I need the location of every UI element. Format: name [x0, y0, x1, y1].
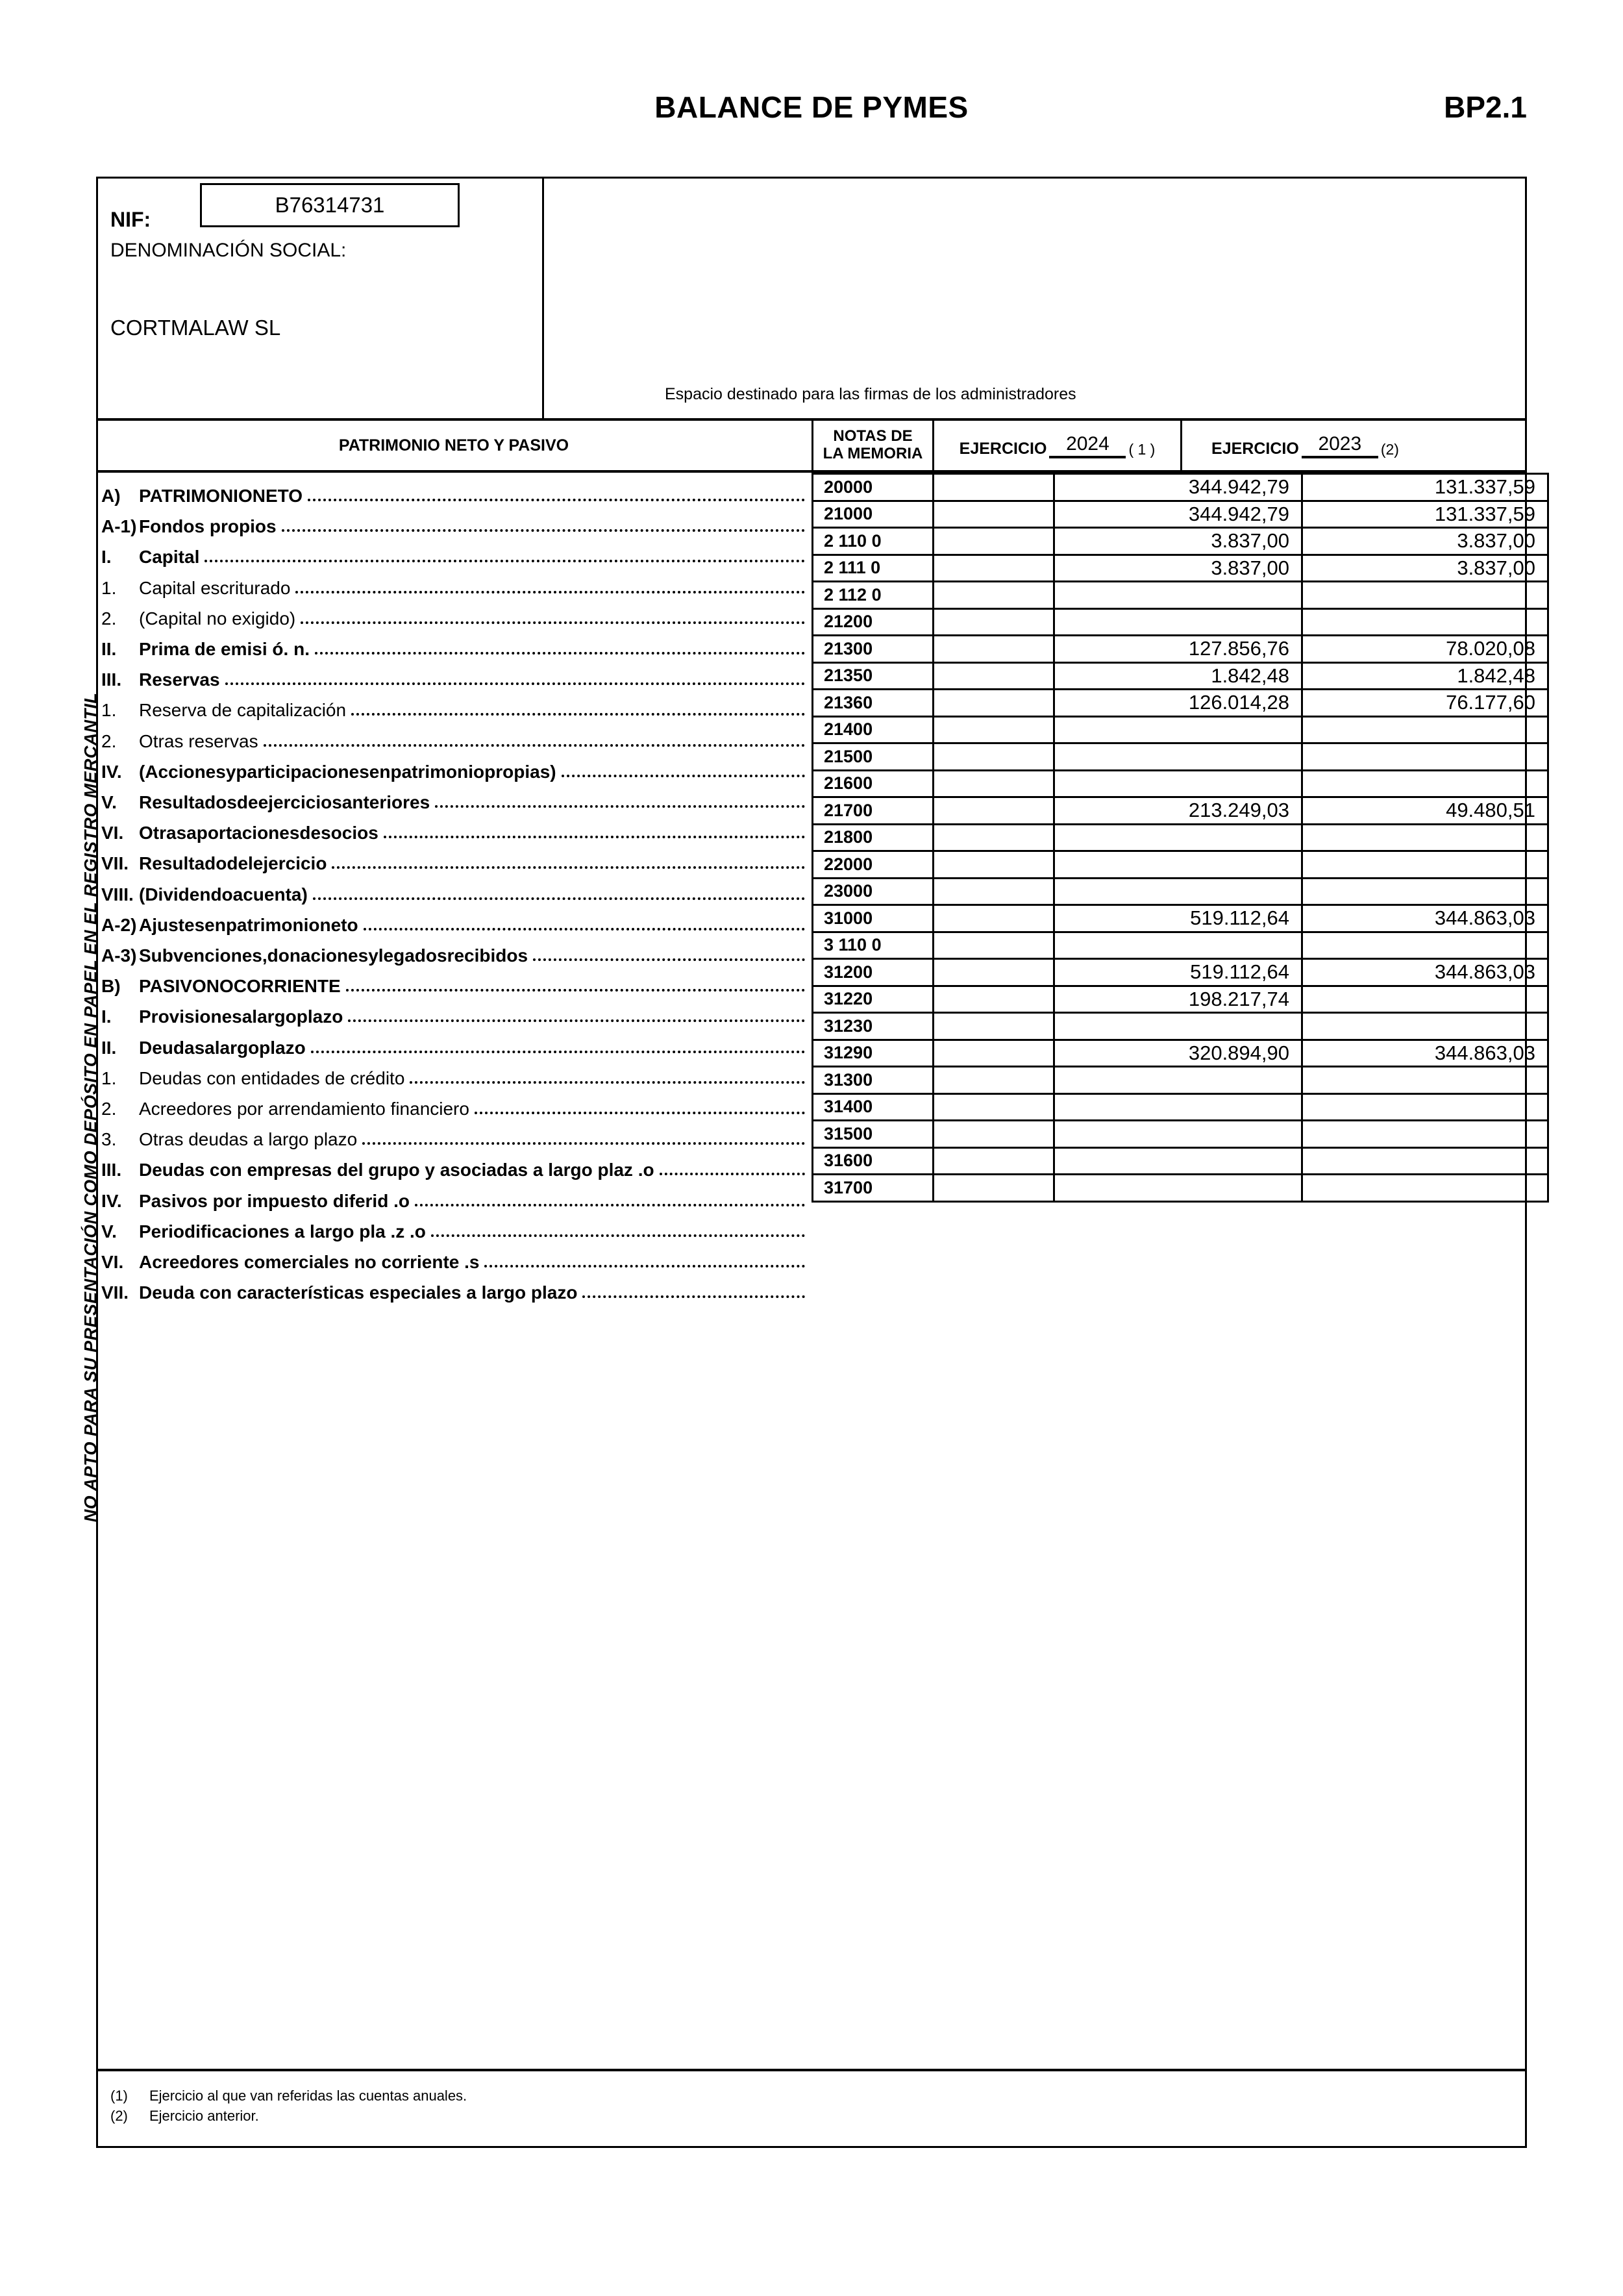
leader-dots: [660, 1173, 805, 1175]
row-memory-note[interactable]: [932, 1066, 1053, 1093]
row-amount-current[interactable]: [1053, 1012, 1301, 1039]
footnote-marker: (2): [110, 2108, 128, 2125]
footnote-marker: (1): [110, 2088, 128, 2104]
exercise-note-previous: (2): [1380, 440, 1399, 458]
row-account-code: 21200: [812, 608, 932, 635]
row-index: 1.: [101, 577, 117, 598]
row-account-code: 31700: [812, 1173, 932, 1201]
column-header-notes: [812, 421, 932, 470]
row-memory-note[interactable]: [932, 1147, 1053, 1174]
footnote-text: Ejercicio anterior.: [149, 2108, 259, 2125]
leader-dots: [346, 989, 805, 992]
nif-value[interactable]: B76314731: [200, 183, 460, 227]
leader-dots: [348, 1019, 805, 1022]
row-amount-current[interactable]: [1053, 742, 1301, 769]
row-index: V.: [101, 792, 117, 812]
notes-header-line1: NOTAS DE: [833, 427, 913, 445]
row-index: 2.: [101, 608, 117, 629]
row-concept: Resultadodelejercicio: [139, 853, 327, 874]
row-index: A): [101, 486, 121, 506]
row-concept: Deudas con entidades de crédito: [139, 1067, 405, 1088]
row-amount-current[interactable]: 344.942,79: [1053, 500, 1301, 527]
row-concept: Fondos propios: [139, 516, 277, 537]
column-header-previous-year: [1180, 421, 1428, 470]
row-account-code: 31600: [812, 1147, 932, 1174]
page-title: BALANCE DE PYMES: [654, 90, 969, 124]
row-amount-current[interactable]: 320.894,90: [1053, 1039, 1301, 1066]
row-amount-previous[interactable]: [1301, 742, 1549, 769]
row-index: 2.: [101, 1099, 117, 1119]
row-concept: Provisionesalargoplazo: [139, 1006, 343, 1027]
row-account-code: 31000: [812, 904, 932, 931]
row-concept: (Capital no exigido): [139, 608, 296, 629]
row-amount-previous[interactable]: 344.863,03: [1301, 958, 1549, 985]
row-account-code: 21700: [812, 796, 932, 823]
row-concept: Reservas: [139, 669, 220, 690]
leader-dots: [362, 1142, 805, 1145]
row-amount-previous[interactable]: [1301, 1147, 1549, 1174]
row-amount-previous[interactable]: [1301, 1173, 1549, 1201]
leader-dots: [484, 1265, 805, 1267]
leader-dots: [431, 1234, 805, 1237]
row-amount-previous[interactable]: 3.837,00: [1301, 554, 1549, 581]
leader-dots: [415, 1204, 805, 1206]
denomination-label: DENOMINACIÓN SOCIAL:: [110, 240, 347, 261]
row-amount-current[interactable]: [1053, 1093, 1301, 1120]
row-account-code: 21400: [812, 716, 932, 743]
row-account-code: 22000: [812, 850, 932, 877]
leader-dots: [435, 805, 805, 808]
row-amount-current[interactable]: [1053, 850, 1301, 877]
row-amount-previous[interactable]: [1301, 580, 1549, 608]
row-index: VIII.: [101, 884, 134, 905]
signature-area-caption: Espacio destinado para las firmas de los administradores: [665, 385, 1076, 403]
row-memory-note[interactable]: [932, 500, 1053, 527]
row-index: II.: [101, 639, 117, 659]
row-concept: Capital escriturado: [139, 577, 291, 598]
leader-dots: [264, 744, 805, 747]
row-account-code: 21000: [812, 500, 932, 527]
row-amount-previous[interactable]: 76.177,60: [1301, 688, 1549, 716]
leader-dots: [384, 836, 805, 838]
table-body: [96, 473, 1535, 1303]
row-memory-note[interactable]: [932, 608, 1053, 635]
row-concept: Otras deudas a largo plazo: [139, 1129, 358, 1150]
row-index: A-1): [101, 516, 137, 537]
exercise-note-current: ( 1 ): [1128, 440, 1156, 458]
balance-table: [96, 418, 1535, 1303]
row-amount-current[interactable]: 519.112,64: [1053, 904, 1301, 931]
row-concept: Prima de emisi ó. n.: [139, 639, 310, 659]
leader-dots: [582, 1295, 805, 1298]
exercise-word-current: EJERCICIO: [959, 439, 1047, 458]
row-memory-note[interactable]: [932, 742, 1053, 769]
row-amount-current[interactable]: [1053, 1173, 1301, 1201]
row-amount-current[interactable]: [1053, 931, 1301, 958]
row-memory-note[interactable]: [932, 985, 1053, 1012]
row-account-code: 31220: [812, 985, 932, 1012]
leader-dots: [364, 928, 805, 930]
row-account-code: 31290: [812, 1039, 932, 1066]
row-amount-current[interactable]: 344.942,79: [1053, 473, 1301, 500]
row-amount-previous[interactable]: [1301, 1066, 1549, 1093]
leader-dots: [282, 529, 805, 532]
row-memory-note[interactable]: [932, 1039, 1053, 1066]
row-memory-note[interactable]: [932, 1012, 1053, 1039]
row-memory-note[interactable]: [932, 877, 1053, 905]
row-concept: Deudasalargoplazo: [139, 1037, 306, 1058]
row-amount-current[interactable]: [1053, 877, 1301, 905]
row-amount-current[interactable]: [1053, 580, 1301, 608]
row-memory-note[interactable]: [932, 554, 1053, 581]
row-amount-previous[interactable]: 49.480,51: [1301, 796, 1549, 823]
row-account-code: 31200: [812, 958, 932, 985]
row-concept: Reserva de capitalización: [139, 700, 347, 721]
row-amount-previous[interactable]: [1301, 850, 1549, 877]
row-memory-note[interactable]: [932, 1173, 1053, 1201]
row-concept: Acreedores comerciales no corriente .s: [139, 1252, 480, 1272]
leader-dots: [204, 560, 805, 562]
footnote-text: Ejercicio al que van referidas las cuentas anuales.: [149, 2088, 467, 2104]
exercise-word-previous: EJERCICIO: [1211, 439, 1299, 458]
row-memory-note[interactable]: [932, 823, 1053, 851]
row-concept: (Accionesyparticipacionesenpatrimoniopropias): [139, 761, 556, 782]
row-memory-note[interactable]: [932, 958, 1053, 985]
nif-label: NIF:: [110, 208, 151, 231]
row-amount-current[interactable]: 1.842,48: [1053, 662, 1301, 689]
row-amount-current[interactable]: 126.014,28: [1053, 688, 1301, 716]
leader-dots: [313, 897, 805, 900]
row-amount-previous[interactable]: [1301, 608, 1549, 635]
row-amount-current[interactable]: 3.837,00: [1053, 527, 1301, 554]
column-header-current-year: [932, 421, 1180, 470]
row-memory-note[interactable]: [932, 931, 1053, 958]
footnotes: [110, 2086, 467, 2126]
row-index: I.: [101, 547, 112, 568]
row-account-code: 21500: [812, 742, 932, 769]
row-amount-previous[interactable]: 131.337,59: [1301, 500, 1549, 527]
row-amount-previous[interactable]: [1301, 1119, 1549, 1147]
row-memory-note[interactable]: [932, 1093, 1053, 1120]
row-index: V.: [101, 1221, 117, 1242]
row-amount-previous[interactable]: [1301, 1012, 1549, 1039]
row-memory-note[interactable]: [932, 634, 1053, 662]
row-memory-note[interactable]: [932, 580, 1053, 608]
row-index: VII.: [101, 1282, 129, 1303]
leader-dots: [533, 958, 805, 961]
notes-header-line2: LA MEMORIA: [823, 445, 923, 462]
row-index: III.: [101, 1160, 122, 1180]
row-account-code: 3 110 0: [812, 931, 932, 958]
row-amount-current[interactable]: [1053, 716, 1301, 743]
form-code: BP2.1: [1444, 90, 1527, 124]
row-amount-current[interactable]: [1053, 1066, 1301, 1093]
row-memory-note[interactable]: [932, 473, 1053, 500]
row-amount-previous[interactable]: 1.842,48: [1301, 662, 1549, 689]
row-memory-note[interactable]: [932, 904, 1053, 931]
row-account-code: 21300: [812, 634, 932, 662]
row-index: IV.: [101, 761, 122, 782]
row-memory-note[interactable]: [932, 850, 1053, 877]
row-amount-previous[interactable]: [1301, 985, 1549, 1012]
row-index: B): [101, 976, 121, 997]
row-concept: Periodificaciones a largo pla .z .o: [139, 1221, 426, 1242]
side-margin-warning: NO APTO PARA SU PRESENTACIÓN COMO DEPÓSITO EN PAPEL EN EL REGISTRO MERCANTIL: [81, 692, 101, 1523]
row-account-code: 2 111 0: [812, 554, 932, 581]
row-concept: Ajustesenpatrimonioneto: [139, 914, 358, 935]
column-header-concept: PATRIMONIO NETO Y PASIVO: [338, 436, 569, 455]
leader-dots: [225, 682, 805, 685]
exercise-year-previous[interactable]: 2023: [1302, 433, 1378, 458]
identity-left-panel: [96, 177, 544, 418]
row-index: VI.: [101, 1252, 124, 1272]
row-amount-previous[interactable]: 131.337,59: [1301, 473, 1549, 500]
row-index: A-2): [101, 914, 137, 935]
row-amount-current[interactable]: 519.112,64: [1053, 958, 1301, 985]
row-amount-current[interactable]: [1053, 769, 1301, 797]
row-amount-previous[interactable]: [1301, 931, 1549, 958]
row-index: VII.: [101, 853, 129, 874]
row-account-code: 20000: [812, 473, 932, 500]
row-memory-note[interactable]: [932, 662, 1053, 689]
signature-area[interactable]: [544, 177, 1527, 418]
row-index: I.: [101, 1006, 112, 1027]
row-amount-current[interactable]: [1053, 1119, 1301, 1147]
row-memory-note[interactable]: [932, 1119, 1053, 1147]
leader-dots: [308, 499, 805, 501]
row-concept: (Dividendoacuenta): [139, 884, 308, 905]
leader-dots: [562, 775, 805, 777]
leader-dots: [351, 713, 805, 716]
leader-dots: [410, 1081, 805, 1084]
row-amount-previous[interactable]: [1301, 1093, 1549, 1120]
row-account-code: 2 112 0: [812, 580, 932, 608]
row-memory-note[interactable]: [932, 716, 1053, 743]
row-memory-note[interactable]: [932, 796, 1053, 823]
footnote: [110, 2106, 467, 2126]
exercise-year-current[interactable]: 2024: [1049, 433, 1126, 458]
row-index: A-3): [101, 945, 137, 966]
row-index: III.: [101, 669, 122, 690]
row-index: 2.: [101, 730, 117, 751]
row-index: II.: [101, 1037, 117, 1058]
leader-dots: [311, 1051, 805, 1053]
row-amount-previous[interactable]: [1301, 716, 1549, 743]
row-index: IV.: [101, 1190, 122, 1211]
row-account-code: 21350: [812, 662, 932, 689]
row-amount-current[interactable]: 3.837,00: [1053, 554, 1301, 581]
row-concept: Otras reservas: [139, 730, 258, 751]
row-account-code: 31500: [812, 1119, 932, 1147]
row-concept: Deudas con empresas del grupo y asociadas a largo plaz .o: [139, 1160, 654, 1180]
row-concept: Acreedores por arrendamiento financiero: [139, 1099, 469, 1119]
row-concept: PASIVONOCORRIENTE: [139, 976, 341, 997]
footer-divider: [96, 2069, 1527, 2071]
grid-bottom-edge: [812, 1201, 1549, 1203]
row-index: 1.: [101, 700, 117, 721]
row-account-code: 21800: [812, 823, 932, 851]
table-header-row: [96, 418, 1527, 473]
row-amount-previous[interactable]: 344.863,03: [1301, 904, 1549, 931]
row-memory-note[interactable]: [932, 769, 1053, 797]
row-amount-previous[interactable]: [1301, 769, 1549, 797]
row-account-code: 31400: [812, 1093, 932, 1120]
row-amount-previous[interactable]: 3.837,00: [1301, 527, 1549, 554]
row-concept: Pasivos por impuesto diferid .o: [139, 1190, 410, 1211]
row-account-code: 31300: [812, 1066, 932, 1093]
row-amount-current[interactable]: 213.249,03: [1053, 796, 1301, 823]
leader-dots: [301, 621, 805, 624]
leader-dots: [475, 1112, 805, 1114]
row-amount-previous[interactable]: 78.020,08: [1301, 634, 1549, 662]
row-amount-previous[interactable]: [1301, 823, 1549, 851]
row-concept: Otrasaportacionesdesocios: [139, 823, 378, 843]
row-amount-current[interactable]: [1053, 608, 1301, 635]
row-amount-current[interactable]: 198.217,74: [1053, 985, 1301, 1012]
row-index: VI.: [101, 823, 124, 843]
row-concept: Subvenciones,donacionesylegadosrecibidos: [139, 945, 528, 966]
leader-dots: [332, 866, 805, 869]
footnote: [110, 2086, 467, 2106]
row-account-code: 23000: [812, 877, 932, 905]
identity-block: [96, 177, 1527, 418]
row-concept: PATRIMONIONETO: [139, 486, 303, 506]
row-memory-note[interactable]: [932, 527, 1053, 554]
row-amount-previous[interactable]: 344.863,03: [1301, 1039, 1549, 1066]
row-index: 1.: [101, 1067, 117, 1088]
row-index: 3.: [101, 1129, 117, 1150]
row-account-code: 2 110 0: [812, 527, 932, 554]
row-amount-current[interactable]: [1053, 1147, 1301, 1174]
row-memory-note[interactable]: [932, 688, 1053, 716]
row-account-code: 21360: [812, 688, 932, 716]
row-account-code: 21600: [812, 769, 932, 797]
row-concept: Capital: [139, 547, 200, 568]
row-account-code: 31230: [812, 1012, 932, 1039]
row-concept: Deuda con características especiales a largo plazo: [139, 1282, 578, 1303]
row-amount-previous[interactable]: [1301, 877, 1549, 905]
denomination-value[interactable]: CORTMALAW SL: [110, 316, 281, 340]
row-amount-current[interactable]: 127.856,76: [1053, 634, 1301, 662]
leader-dots: [315, 652, 805, 655]
row-amount-current[interactable]: [1053, 823, 1301, 851]
table-row-label: [96, 1273, 812, 1312]
row-concept: Resultadosdeejerciciosanteriores: [139, 792, 430, 812]
leader-dots: [295, 591, 805, 593]
